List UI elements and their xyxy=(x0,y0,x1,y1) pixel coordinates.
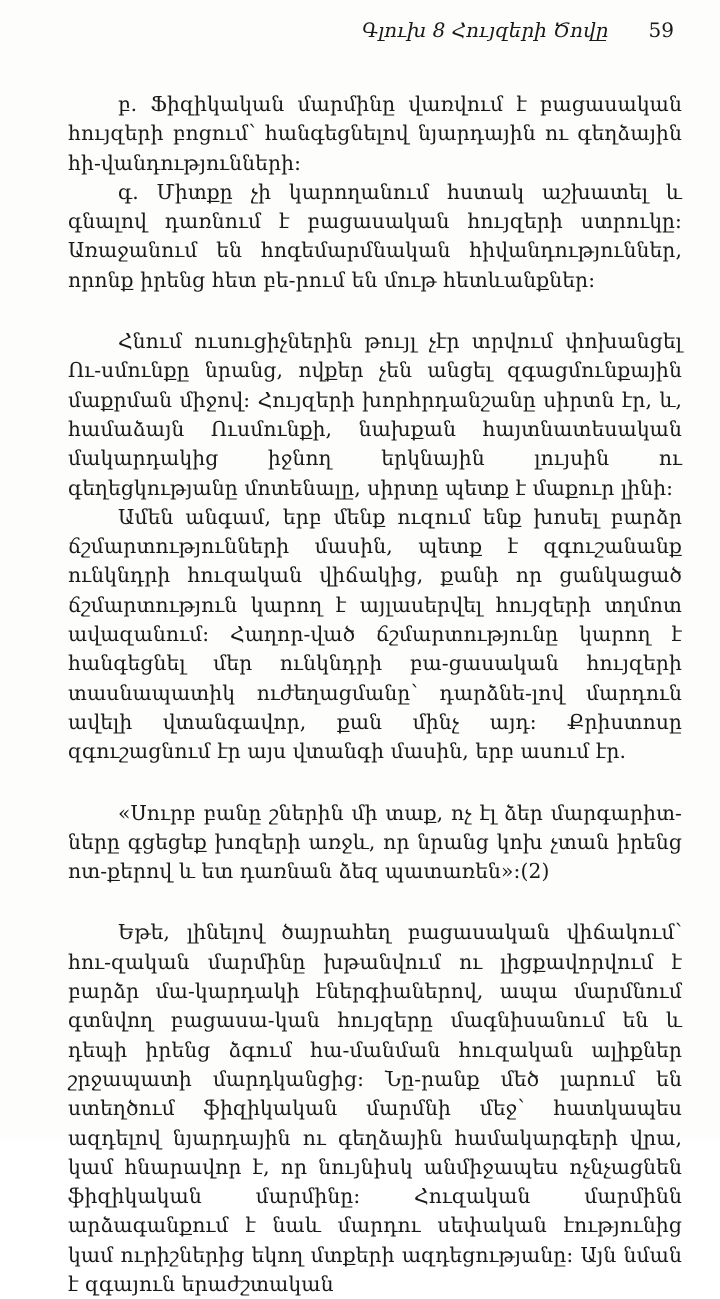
scripture-quote: «Սուրբ բանը շներին մի տաք, ոչ էլ ձեր մարգարիտ-ները գցեցեք խոզերի առջև, որ նրանց կոխ չտան իրենց ոտ-քերով և ետ դառնան ձեզ պատառեն»:(2) xyxy=(68,800,682,884)
running-header xyxy=(60,18,680,48)
paragraph-g: գ. Միտքը չի կարողանում հստակ աշխատել և գնալով դառնում է բացասական հույզերի ստրուկը: Առաջանում են հոգեմարմնական հիվանդություններ, որոնք իրենց հետ բե-րում են մութ հետևանքներ: xyxy=(68,179,682,292)
paragraph-spacer xyxy=(68,886,682,918)
body-text xyxy=(68,90,682,1299)
paragraph-spacer xyxy=(68,767,682,799)
paragraph-ancient-teachers: Հնում ուսուցիչներին թույլ չէր տրվում փոխանցել Ու-սմունքը նրանց, ովքեր չեն անցել զգացմունքային մաքրման միջով: Հույզերի խորհրդանշանը սիրտն էր, և, համաձայն Ուսմունքի, նախքան հայտնատեսական մակարդակից իջնող երկնային լույսին ու գեղեցկությանը մոտենալը, սիրտը պետք է մաքուր լինի: xyxy=(68,329,682,500)
page-number: 59 xyxy=(648,18,674,42)
chapter-title: Գլուխ 8 Հույզերի Ծովը xyxy=(362,18,609,42)
paragraph-emotional-body: Եթե, լինելով ծայրահեղ բացասական վիճակում՝ հու-զական մարմինը խթանվում ու լիցքավորվում է բարձր մա-կարդակի էներգիաներով, ապա մարմնում գտնվող բացասա-կան հույզերը մագնիսանում են և դեպի իրենց ձգում հա-մանման հուզական ալիքներ շրջապատի մարդկանցից: Նը-րանք մեծ լարում են ստեղծում ֆիզիկական մարմնի մեջ՝ հատկապես ազդելով նյարդային ու գեղձային համակարգերի վրա, կամ հնարավոր է, որ նույնիսկ անմիջապես ոչնչացնեն ֆիզիկական մարմինը: Հուզական մարմինն արձագանքում է նաև մարդու սեփական էությունից կամ ուրիշներից եկող մտքերի ազդեցությանը: Այն նման է զգայուն երաժշտական xyxy=(68,920,682,1296)
paragraph-higher-truths: Ամեն անգամ, երբ մենք ուզում ենք խոսել բարձր ճշմարտությունների մասին, պետք է զգուշանանք ունկնդրի հուզական վիճակից, քանի որ ցանկացած ճշմարտություն կարող է այլասերվել հույզերի տղմոտ ավազանում: Հաղոր-ված ճշմարտությունը կարող է հանգեցնել մեր ունկնդրի բա-ցասական հույզերի տասնապատիկ ուժեղացմանը՝ դարձնե-լով մարդուն ավելի վտանգավոր, քան մինչ այդ: Քրիստոսը զգուշացնում էր այս վտանգի մասին, երբ ասում էր. xyxy=(68,504,682,764)
paragraph-b: բ. Ֆիզիկական մարմինը վառվում է բացասական հույզերի բոցում՝ հանգեցնելով նյարդային ու գեղձային հի-վանդությունների: xyxy=(68,92,682,175)
paragraph-spacer xyxy=(68,295,682,327)
